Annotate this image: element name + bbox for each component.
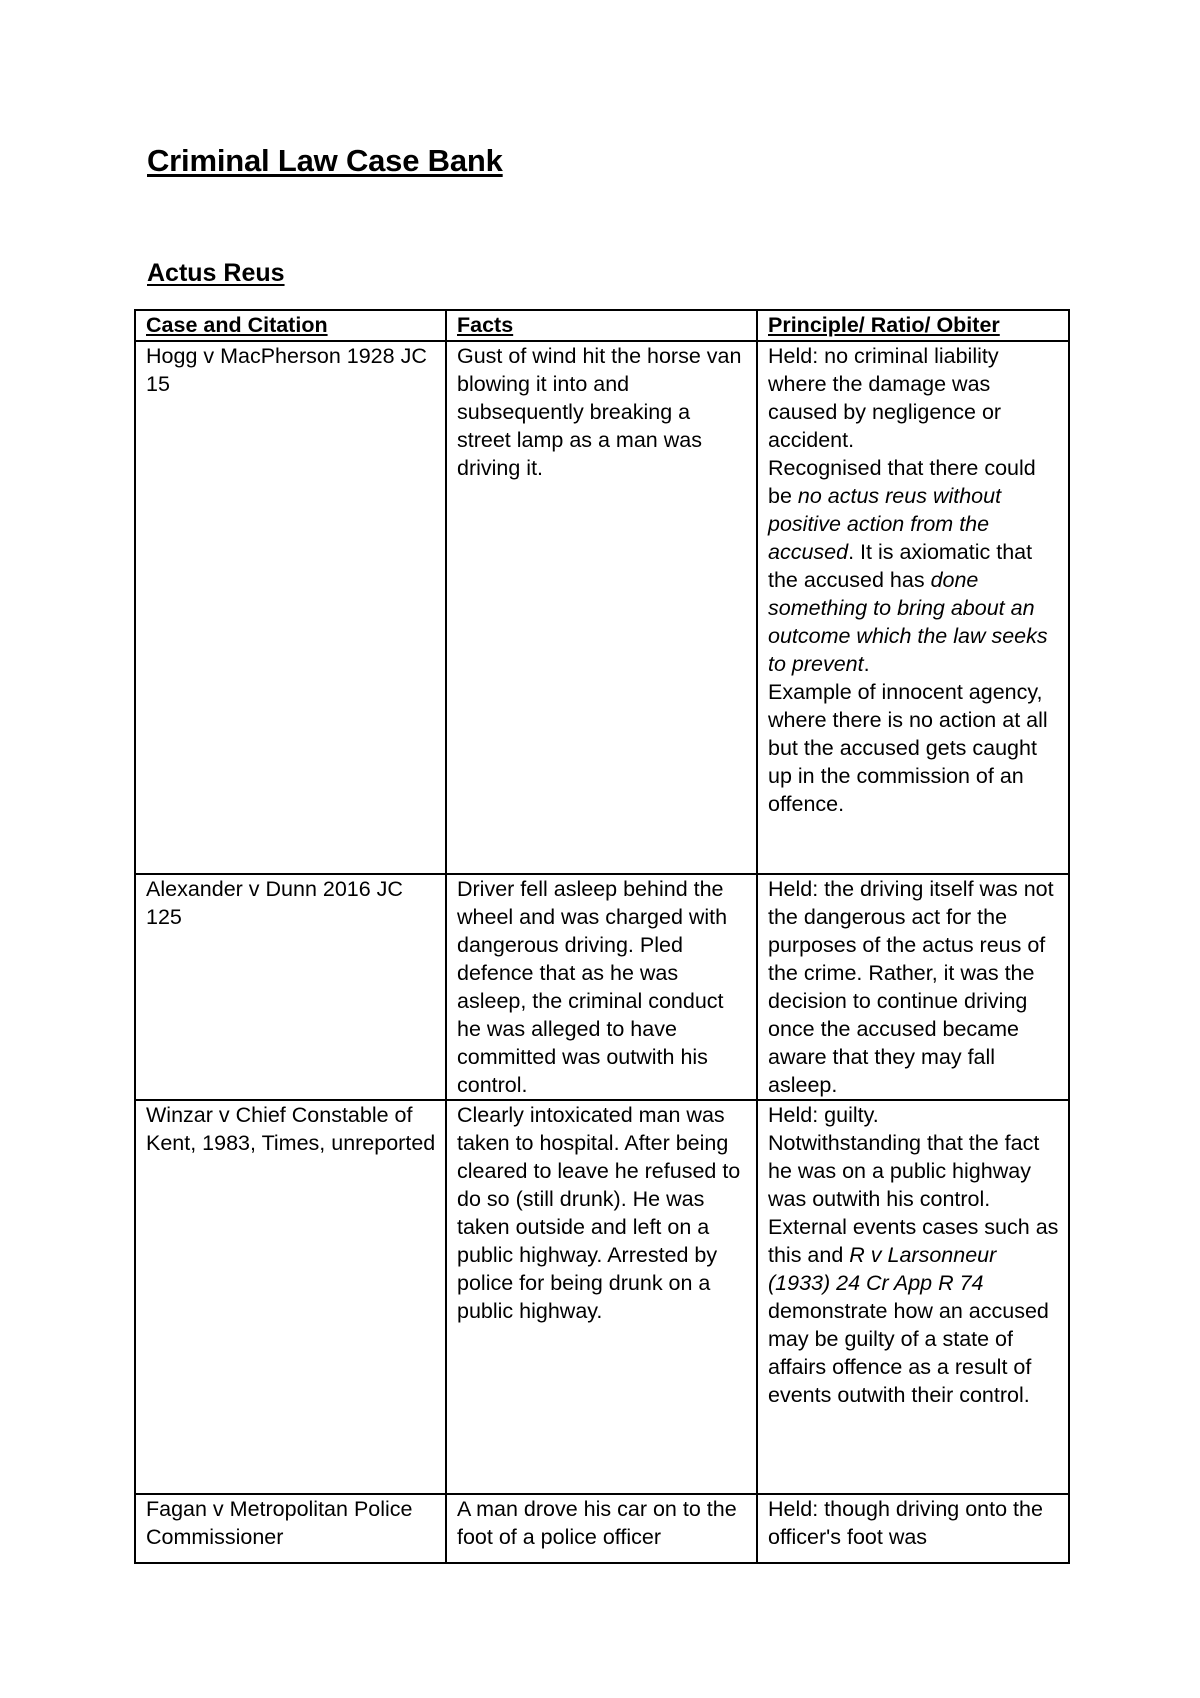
principle-emphasis: R v Larsonneur (1933) 24 Cr App R 74 (768, 1243, 997, 1295)
principle-paragraph: Held: the driving itself was not the dangerous act for the purposes of the actus reus of the crime. Rather, it was the decision to continue driving once the accused became aware that they may fall asleep. (768, 877, 1054, 1097)
principle-text: External events cases such as this and (768, 1215, 1059, 1267)
case-citation-cell: Alexander v Dunn 2016 JC 125 (135, 874, 446, 1100)
principle-text: . (863, 652, 870, 676)
principle-paragraph (768, 454, 1060, 678)
header-case-and-citation: Case and Citation (135, 310, 446, 341)
table-row (135, 874, 1069, 1100)
principle-cell (757, 1494, 1069, 1563)
section-heading-actus-reus: Actus Reus (147, 259, 285, 287)
principle-paragraph: Notwithstanding that the fact he was on a public highway was outwith his control. (768, 1131, 1040, 1211)
facts-cell: Driver fell asleep behind the wheel and was charged with dangerous driving. Pled defence that as he was asleep, the criminal conduct he was alleged to have committed was outwith his control. (446, 874, 757, 1100)
principle-text: . It is axiomatic that the accused has (768, 540, 1033, 592)
principle-emphasis: done something to bring about an outcome which the law seeks to prevent (768, 568, 1048, 676)
case-citation-cell: Winzar v Chief Constable of Kent, 1983, Times, unreported (135, 1100, 446, 1494)
principle-paragraph: Held: no criminal liability where the damage was caused by negligence or accident. (768, 344, 1002, 452)
header-principle: Principle/ Ratio/ Obiter (757, 310, 1069, 341)
principle-paragraph: Held: guilty. (768, 1103, 879, 1127)
principle-cell (757, 341, 1069, 874)
table-row (135, 341, 1069, 874)
table-row (135, 1494, 1069, 1563)
principle-paragraph (768, 1213, 1060, 1409)
case-citation-cell: Hogg v MacPherson 1928 JC 15 (135, 341, 446, 874)
principle-emphasis: no actus reus without positive action from the accused (768, 484, 1002, 564)
table-row (135, 1100, 1069, 1494)
table-header-row (135, 310, 1069, 341)
principle-paragraph: Example of innocent agency, where there is no action at all but the accused gets caught up in the commission of an offence. (768, 680, 1048, 816)
case-table (134, 309, 1070, 1564)
facts-cell: Clearly intoxicated man was taken to hospital. After being cleared to leave he refused to do so (still drunk). He was taken outside and left on a public highway. Arrested by police for being drunk on a public highway. (446, 1100, 757, 1494)
page-title: Criminal Law Case Bank (147, 143, 503, 178)
principle-text: Recognised that there could be (768, 456, 1036, 508)
principle-cell (757, 1100, 1069, 1494)
facts-cell: A man drove his car on to the foot of a police officer (446, 1494, 757, 1563)
principle-cell (757, 874, 1069, 1100)
header-facts: Facts (446, 310, 757, 341)
case-citation-cell: Fagan v Metropolitan Police Commissioner (135, 1494, 446, 1563)
facts-cell: Gust of wind hit the horse van blowing it into and subsequently breaking a street lamp as a man was driving it. (446, 341, 757, 874)
principle-paragraph: Held: though driving onto the officer's foot was (768, 1497, 1043, 1549)
principle-text: demonstrate how an accused may be guilty of a state of affairs offence as a result of events outwith their control. (768, 1299, 1049, 1407)
